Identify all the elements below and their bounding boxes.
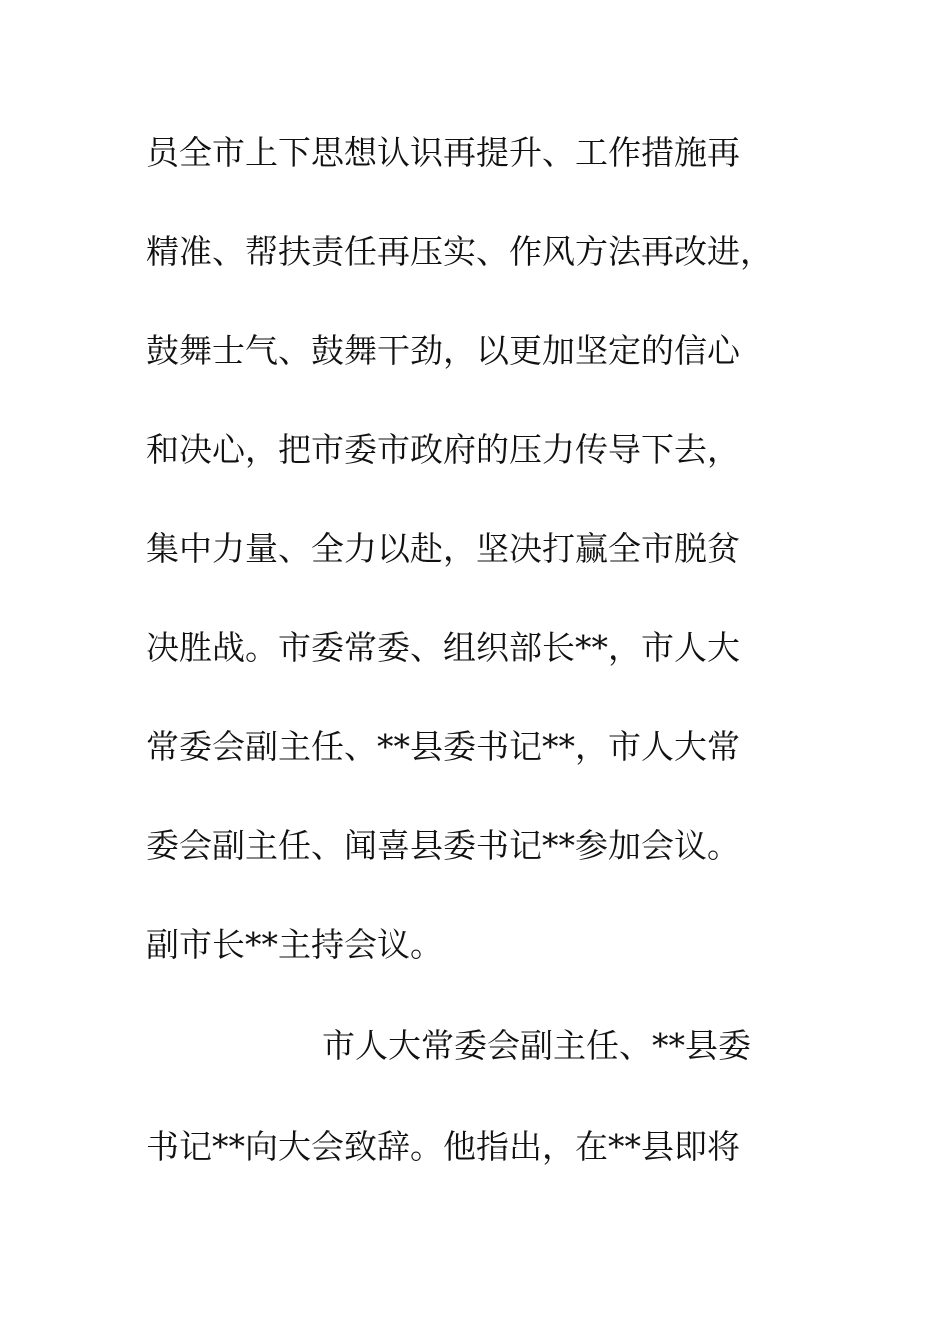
paragraph-first-line: 市人大常委会副主任、**县委 <box>322 1026 751 1065</box>
text-line: 常委会副主任、**县委书记**，市人大常 <box>146 727 740 766</box>
text-line: 和决心，把市委市政府的压力传导下去， <box>146 430 740 469</box>
text-line: 决胜战。市委常委、组织部长**，市人大 <box>146 628 740 667</box>
text-line: 书记**向大会致辞。他指出，在**县即将 <box>146 1127 740 1166</box>
text-line: 委会副主任、闻喜县委书记**参加会议。 <box>146 826 740 865</box>
text-line: 鼓舞士气、鼓舞干劲，以更加坚定的信心 <box>146 331 740 370</box>
text-line: 集中力量、全力以赴，坚决打赢全市脱贫 <box>146 529 740 568</box>
text-line: 副市长**主持会议。 <box>146 925 443 964</box>
text-line: 员全市上下思想认识再提升、工作措施再 <box>146 133 740 172</box>
text-line: 精准、帮扶责任再压实、作风方法再改进， <box>146 232 773 271</box>
